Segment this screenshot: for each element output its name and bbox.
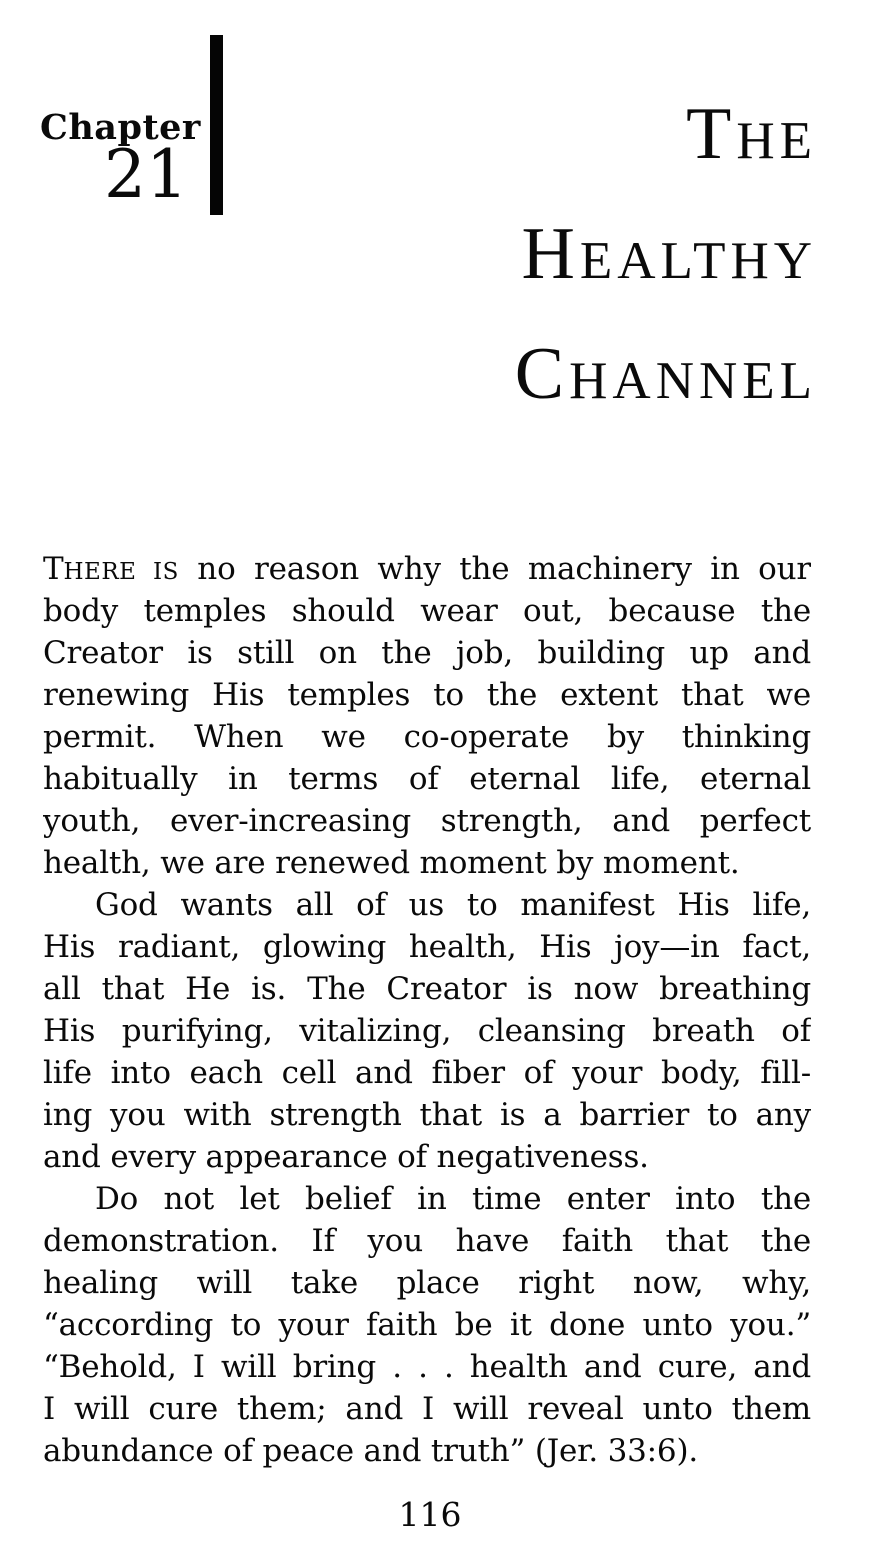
title-rest: HANNEL <box>569 352 817 410</box>
body-line: life into each cell and fiber of your body, fill- <box>43 1055 811 1091</box>
body-line: demonstration. If you have faith that the <box>43 1223 811 1259</box>
title-initial: T <box>686 93 737 175</box>
body-line: “Behold, I will bring . . . health and cure, and <box>43 1349 811 1385</box>
chapter-label: Chapter <box>40 107 201 148</box>
body-line: THERE IS no reason why the machinery in our <box>43 551 811 587</box>
title-initial: C <box>514 333 570 415</box>
body-line: I will cure them; and I will reveal unto them <box>43 1391 811 1427</box>
body-line: Creator is still on the job, building up and <box>43 635 811 671</box>
body-text <box>43 548 811 1472</box>
body-line: abundance of peace and truth” (Jer. 33:6). <box>43 1433 698 1469</box>
body-line: and every appearance of negativeness. <box>43 1139 649 1175</box>
body-line: youth, ever-increasing strength, and perfect <box>43 803 811 839</box>
body-line: “according to your faith be it done unto you.” <box>43 1307 811 1343</box>
body-line: His radiant, glowing health, His joy—in fact, <box>43 929 811 965</box>
chapter-divider-bar <box>210 35 223 215</box>
chapter-number: 21 <box>104 136 188 213</box>
page-title <box>515 84 817 444</box>
body-line: healing will take place right now, why, <box>43 1265 811 1301</box>
title-initial: H <box>521 213 580 295</box>
lead-initial: T <box>43 551 64 587</box>
title-rest: HE <box>736 112 817 170</box>
paragraph <box>43 548 811 884</box>
body-line: renewing His temples to the extent that we <box>43 677 811 713</box>
body-line: ing you with strength that is a barrier to any <box>43 1097 811 1133</box>
title-line <box>515 204 817 324</box>
paragraph <box>43 884 811 1178</box>
page-number: 116 <box>398 1495 462 1534</box>
body-line: habitually in terms of eternal life, eternal <box>43 761 811 797</box>
body-line: all that He is. The Creator is now breathing <box>43 971 811 1007</box>
body-line: Do not let belief in time enter into the <box>95 1181 811 1217</box>
paragraph <box>43 1178 811 1472</box>
body-line: permit. When we co-operate by thinking <box>43 719 811 755</box>
body-line: health, we are renewed moment by moment. <box>43 845 740 881</box>
chapter-block <box>40 107 201 213</box>
title-line <box>515 324 817 444</box>
body-line: God wants all of us to manifest His life, <box>95 887 811 923</box>
body-line: His purifying, vitalizing, cleansing breath of <box>43 1013 811 1049</box>
body-line: body temples should wear out, because the <box>43 593 811 629</box>
title-rest: EALTHY <box>579 232 817 290</box>
title-line <box>515 84 817 204</box>
lead-small-caps: HERE IS <box>63 559 179 585</box>
